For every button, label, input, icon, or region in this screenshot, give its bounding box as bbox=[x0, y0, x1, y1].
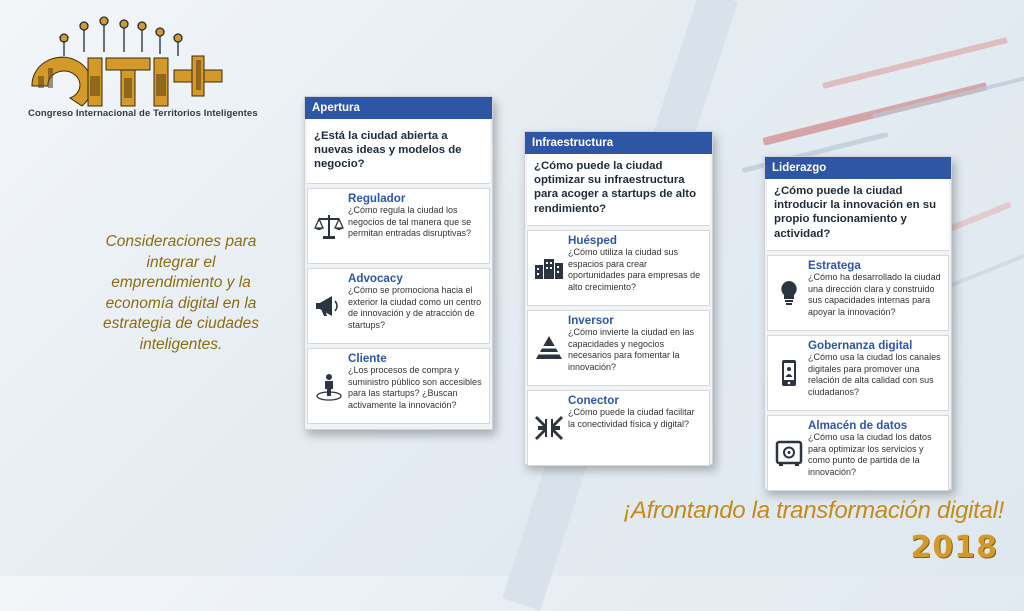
card-question: ¿Cómo puede la ciudad optimizar su infraestructura para acoger a startups de alto rendimiento? bbox=[527, 154, 710, 226]
item-description: ¿Cómo usa la ciudad los canales digitales para promover una relación de alta calidad con sus ciudadanos? bbox=[808, 352, 941, 397]
item-description: ¿Cómo regula la ciudad los negocios de tal manera que se permitan entradas disruptivas? bbox=[348, 205, 472, 239]
item-title: Conector bbox=[568, 394, 619, 407]
list-item-huesped bbox=[527, 230, 710, 306]
background-stripe bbox=[822, 37, 1008, 89]
list-item-inversor bbox=[527, 310, 710, 386]
person-icon bbox=[314, 371, 344, 401]
card-header: Apertura bbox=[305, 97, 492, 119]
list-item-cliente bbox=[307, 348, 490, 424]
item-description: ¿Cómo invierte la ciudad en las capacidades y negocios necesarios para fomentar la innovación? bbox=[568, 327, 695, 372]
list-item-conector bbox=[527, 390, 710, 466]
slogan: ¡Afrontando la transformación digital! bbox=[623, 497, 1004, 524]
item-title: Almacén de datos bbox=[808, 419, 908, 432]
card-question: ¿Cómo puede la ciudad introducir la innovación en su propio funcionamiento y actividad? bbox=[767, 179, 949, 251]
scale-icon bbox=[314, 211, 344, 241]
item-description: ¿Cómo usa la ciudad los datos para optimizar los servicios y como punto de partida de la innovación? bbox=[808, 432, 932, 477]
megaphone-icon bbox=[314, 291, 344, 321]
item-title: Advocacy bbox=[348, 272, 403, 285]
year-badge: 2018 bbox=[910, 530, 998, 565]
item-title: Regulador bbox=[348, 192, 406, 205]
card-apertura bbox=[304, 96, 493, 430]
safe-icon bbox=[774, 438, 804, 468]
item-title: Estratega bbox=[808, 259, 861, 272]
item-description: ¿Cómo utiliza la ciudad sus espacios para crear oportunidades para empresas de alto crecimiento? bbox=[568, 247, 701, 292]
buildings-icon bbox=[534, 253, 564, 283]
card-liderazgo bbox=[764, 156, 952, 490]
list-item-estratega bbox=[767, 255, 949, 331]
list-item-regulador bbox=[307, 188, 490, 264]
lightbulb-icon bbox=[774, 278, 804, 308]
card-question: ¿Está la ciudad abierta a nuevas ideas y modelos de negocio? bbox=[307, 119, 490, 184]
item-description: ¿Cómo ha desarrollado la ciudad una dirección clara y construido sus capacidades internas para apoyar la innovación? bbox=[808, 272, 941, 317]
pyramid-icon bbox=[534, 333, 564, 363]
mobile-icon bbox=[774, 358, 804, 388]
item-title: Huésped bbox=[568, 234, 617, 247]
item-description: ¿Los procesos de compra y suministro público son accesibles para las startups? ¿Buscan activamente la innovación? bbox=[348, 365, 482, 410]
item-title: Cliente bbox=[348, 352, 387, 365]
list-item-advocacy bbox=[307, 268, 490, 344]
list-item-almacen-de-datos bbox=[767, 415, 949, 491]
card-header: Infraestructura bbox=[525, 132, 712, 154]
side-caption: Consideraciones para integrar el emprendimiento y la economía digital en la estrategia de ciudades inteligentes. bbox=[103, 233, 259, 353]
item-title: Inversor bbox=[568, 314, 614, 327]
logo-subtitle: Congreso Internacional de Territorios Inteligentes bbox=[28, 108, 258, 119]
card-header: Liderazgo bbox=[765, 157, 951, 179]
card-infraestructura bbox=[524, 131, 713, 465]
background-stripe bbox=[872, 76, 1024, 119]
item-title: Gobernanza digital bbox=[808, 339, 913, 352]
arrows-in-icon bbox=[534, 413, 564, 443]
item-description: ¿Cómo puede la ciudad facilitar la conectividad física y digital? bbox=[568, 407, 695, 429]
list-item-gobernanza-digital bbox=[767, 335, 949, 411]
item-description: ¿Cómo se promociona hacia el exterior la ciudad como un centro de innovación y de atracción de startups? bbox=[348, 285, 482, 330]
